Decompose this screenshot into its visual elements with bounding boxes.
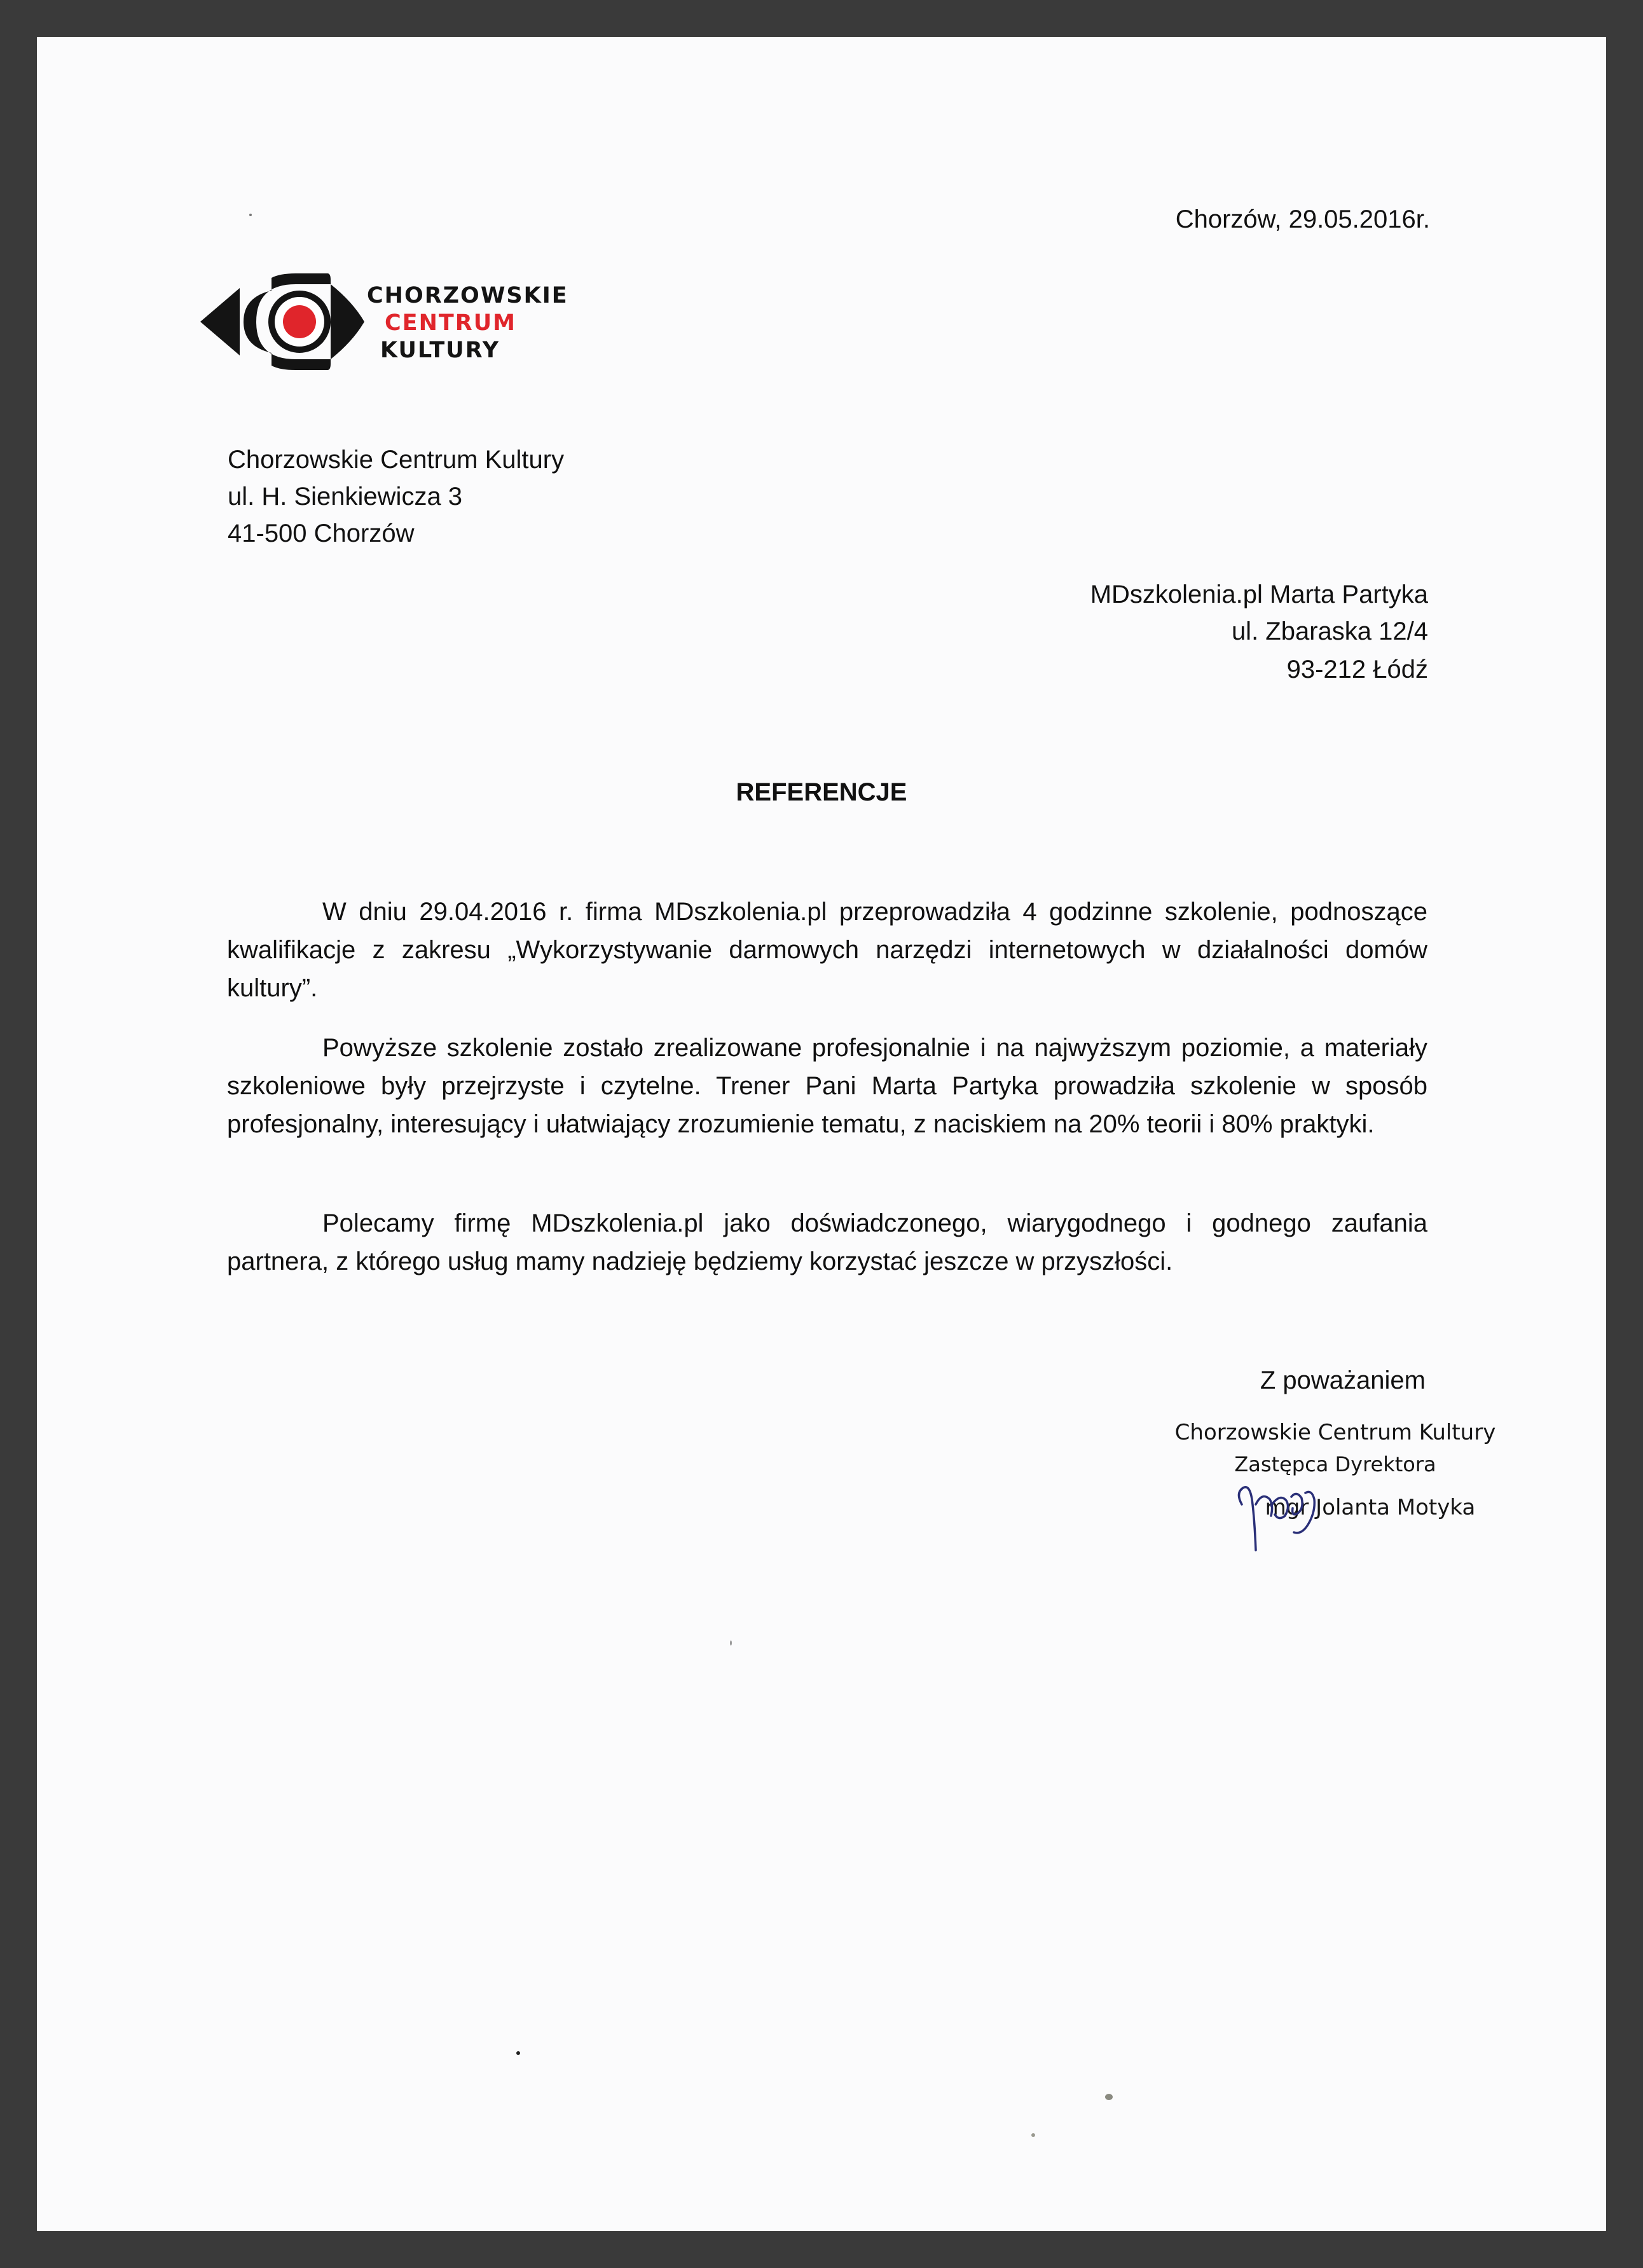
recipient-city: 93-212 Łódź: [1286, 656, 1428, 684]
recipient-street: ul. Zbaraska 12/4: [1231, 617, 1428, 645]
stamp-role: Zastępca Dyrektora: [1234, 1452, 1436, 1476]
eye-logo-icon: [200, 238, 366, 391]
logo-text-line3: KULTURY: [380, 338, 500, 363]
handwritten-signature: [1230, 1455, 1358, 1563]
organization-logo: [200, 238, 607, 391]
sender-city: 41-500 Chorzów: [228, 519, 415, 547]
stamp-person: mgr Jolanta Motyka: [1265, 1495, 1476, 1520]
paragraph-text: Powyższe szkolenie zostało zrealizowane profesjonalnie i na najwyższym poziomie, a materiały szkoleniowe były przejrzyste i czytelne. Trener Pani Marta Partyka prowadziła szkolenie w sposób profesjonalny, interesujący i ułatwiający zrozumienie tematu, z naciskiem na 20% teorii i 80% praktyki.: [227, 1034, 1427, 1138]
body-paragraph-1: [227, 893, 1427, 1007]
body-paragraph-3: [227, 1204, 1427, 1281]
sender-name: Chorzowskie Centrum Kultury: [228, 446, 565, 474]
closing-phrase: Z poważaniem: [1260, 1366, 1426, 1394]
recipient-name: MDszkolenia.pl Marta Partyka: [1090, 581, 1428, 608]
stamp-institution: Chorzowskie Centrum Kultury: [1174, 1420, 1496, 1445]
body-paragraph-2: [227, 1029, 1427, 1143]
paragraph-text: Polecamy firmę MDszkolenia.pl jako doświadczonego, wiarygodnego i godnego zaufania partnera, z którego usług mamy nadzieję będziemy korzystać jeszcze w przyszłości.: [227, 1209, 1427, 1275]
scan-speck: [730, 1640, 732, 1646]
scan-speck: [1105, 2094, 1113, 2100]
scan-speck: [1031, 2133, 1035, 2137]
date-line: Chorzów, 29.05.2016r.: [1175, 205, 1430, 233]
logo-text-line2: CENTRUM: [385, 310, 516, 336]
sender-street: ul. H. Sienkiewicza 3: [228, 483, 463, 511]
logo-text-line1: CHORZOWSKIE: [367, 283, 568, 308]
paragraph-text: W dniu 29.04.2016 r. firma MDszkolenia.pl przeprowadziła 4 godzinne szkolenie, podnoszące kwalifikacje z zakresu „Wykorzystywanie darmowych narzędzi internetowych w działalności domów kultury”.: [227, 898, 1427, 1002]
letter-title: REFERENCJE: [736, 778, 907, 806]
scan-speck: [249, 214, 252, 216]
scan-speck: [516, 2051, 520, 2055]
